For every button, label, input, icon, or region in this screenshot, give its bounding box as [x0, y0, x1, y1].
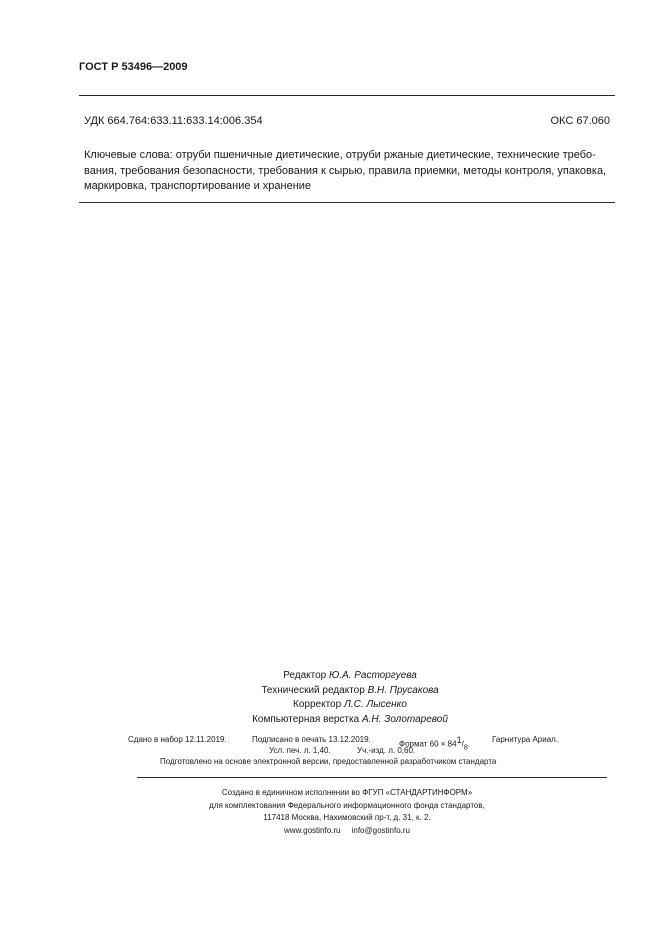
website-link[interactable]: www.gostinfo.ru [284, 825, 341, 835]
footer-divider [137, 777, 607, 778]
credits-block [230, 669, 470, 727]
keywords-line: вания, требования безопасности, требования к сырью, правила приемки, методы контроля, упаковка, [84, 164, 607, 177]
format-numerator: 1 [456, 735, 462, 745]
layout-name: А.Н. Золотаревой [361, 713, 448, 725]
footer-line: для комплектования Федерального информационного фонда стандартов, [209, 800, 485, 810]
tech-editor-name: В.Н. Прусакова [367, 684, 439, 696]
layout-label: Компьютерная верстка [252, 713, 360, 725]
format-prefix: Формат 60 × 84 [399, 739, 457, 749]
signed-date: Подписано в печать 13.12.2019. [252, 735, 371, 744]
print-sheets: Усл. печ. л. 1,40. [269, 746, 331, 755]
editor-label: Редактор [283, 670, 327, 681]
keywords-block [84, 148, 611, 195]
keywords-divider [79, 202, 615, 203]
tech-editor-line [230, 684, 470, 699]
email-link[interactable]: info@gostinfo.ru [351, 825, 410, 835]
tech-editor-label: Технический редактор [261, 684, 365, 696]
typeface: Гарнитура Ариал. [492, 735, 559, 744]
editor-name: Ю.А. Расторгуева [328, 670, 417, 681]
standard-number: ГОСТ Р 53496—2009 [79, 61, 188, 73]
footer-line: Создано в единичном исполнении во ФГУП «СТАНДАРТИНФОРМ» [221, 788, 473, 797]
typeset-date: Сдано в набор 12.11.2019. [128, 735, 227, 744]
editor-line [230, 669, 470, 684]
top-divider [79, 95, 615, 96]
prepared-note: Подготовлено на основе электронной версии, предоставленной разработчиком стандарта [160, 757, 497, 766]
keywords-line: Ключевые слова: отруби пшеничные диетические, отруби ржаные диетические, технические требо- [84, 149, 596, 161]
udk-code: УДК 664.764:633.11:633.14:006.354 [84, 115, 263, 127]
keywords-line: маркировка, транспортирование и хранение [84, 180, 312, 192]
layout-line [230, 713, 470, 728]
footer-contacts [183, 825, 511, 838]
corrector-name: Л.С. Лысенко [343, 699, 407, 710]
format-denominator: 8 [463, 744, 468, 752]
paper-format: Формат $60 \times 84^1/_8$. [399, 735, 470, 752]
footer-address: 117418 Москва, Нахимовский пр-т, д. 31, к. 2. [263, 813, 431, 822]
publishing-sheets: Уч.-изд. л. 0,60. [357, 746, 416, 755]
corrector-label: Корректор [293, 699, 342, 710]
corrector-line [230, 698, 470, 713]
publisher-footer [183, 787, 511, 837]
oks-code: ОКС 67.060 [550, 115, 610, 127]
